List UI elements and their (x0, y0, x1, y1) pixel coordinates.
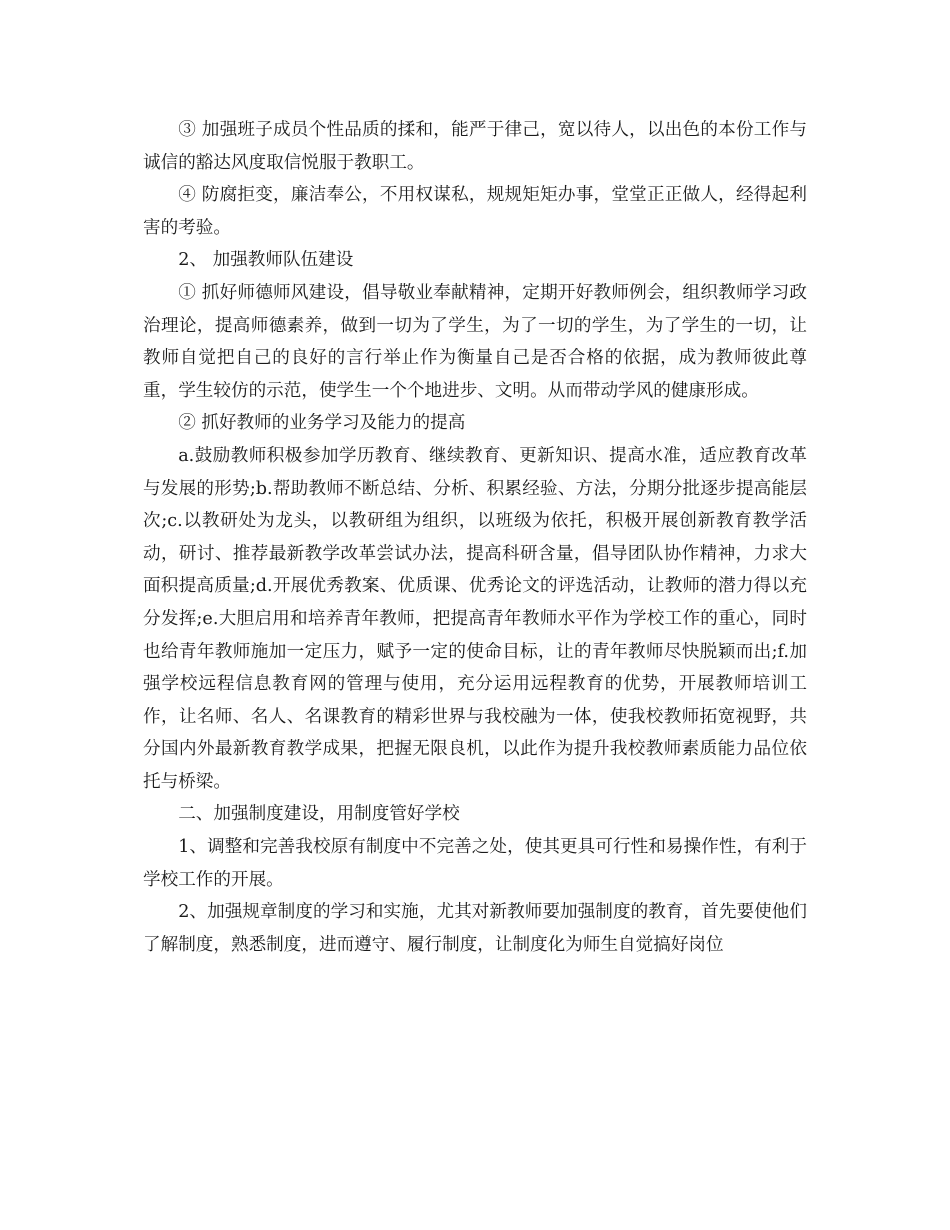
heading-teacher-team-building: 2、 加强教师队伍建设 (178, 250, 354, 271)
paragraph-teacher-development-measures: a.鼓励教师积极参加学历教育、继续教育、更新知识、提高水准，适应教育改革与发展的形势;b.帮助教师不断总结、分析、积累经验、方法，分期分批逐步提高能层次;c.以教研处为龙头，以教研组为组织，以班级为依托，积极开展创新教育教学活动，研讨、推荐最新教学改革尝试办法，提高科研含量，倡导团队协作精神，力求大面积提高质量;d.开展优秀教案、优质课、优秀论文的评选活动，让教师的潜力得以充分发挥;e.大胆启用和培养青年教师，把提高青年教师水平作为学校工作的重心，同时也给青年教师施加一定压力，赋予一定的使命目标，让的青年教师尽快脱颖而出;f.加强学校远程信息教育网的管理与使用，充分运用远程教育的优势，开展教师培训工作，让名师、名人、名课教育的精彩世界与我校融为一体，使我校教师拓宽视野，共分国内外最新教育教学成果，把握无限良机，以此作为提升我校教师素质能力品位依托与桥梁。 (143, 445, 807, 792)
paragraph-teacher-ethics: ① 抓好师德师风建设，倡导敬业奉献精神，定期开好教师例会，组织教师学习政治理论，提高师德素养，做到一切为了学生，为了一切的学生，为了学生的一切，让教师自觉把自己的良好的言行举止作为衡量自己是否合格的依据，成为教师彼此尊重，学生较仿的示范，使学生一个个地进步、文明。从而带动学风的健康形成。 (143, 282, 807, 401)
paragraph-improve-rules: 1、调整和完善我校原有制度中不完善之处，使其更具可行性和易操作性，有利于学校工作的开展。 (143, 837, 807, 890)
heading-system-building: 二、加强制度建设，用制度管好学校 (178, 804, 460, 825)
heading-teacher-professional-learning: ② 抓好教师的业务学习及能力的提高 (178, 413, 466, 434)
paragraph-leadership-character: ③ 加强班子成员个性品质的揉和，能严于律己，宽以待人，以出色的本份工作与诚信的豁达风度取信悦服于教职工。 (143, 120, 807, 173)
paragraph-rules-study: 2、加强规章制度的学习和实施，尤其对新教师要加强制度的教育，首先要使他们了解制度，熟悉制度，进而遵守、履行制度，让制度化为师生自觉搞好岗位 (143, 902, 807, 955)
document-body (143, 114, 807, 961)
paragraph-anti-corruption: ④ 防腐拒变，廉洁奉公，不用权谋私，规规矩矩办事，堂堂正正做人，经得起利害的考验。 (143, 185, 807, 238)
